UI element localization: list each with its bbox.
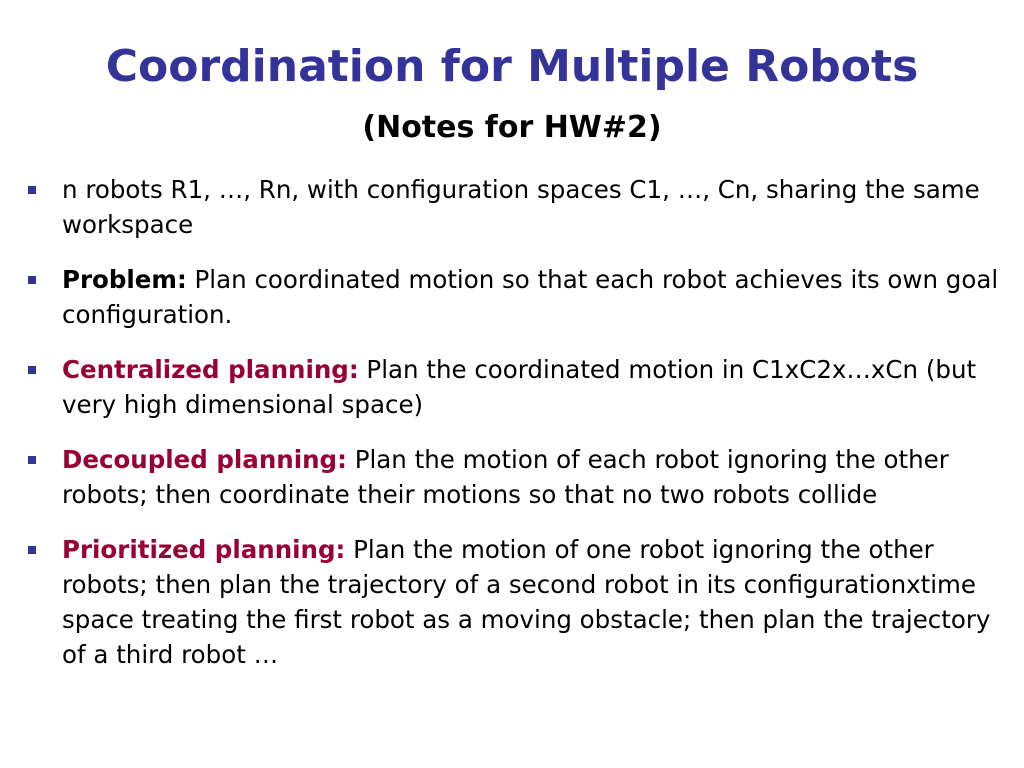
bullet-text: Plan the coordinated motion in C1xC2x…xCn (but very high dimensional space) <box>62 355 977 419</box>
bullet-term: Prioritized planning: <box>62 535 346 564</box>
bullet-list <box>28 172 1008 692</box>
bullet-term: Centralized planning: <box>62 355 359 384</box>
bullet-item-problem <box>28 262 1008 332</box>
slide-title: Coordination for Multiple Robots <box>105 41 919 92</box>
bullet-item-centralized <box>28 352 1008 422</box>
slide-subtitle: (Notes for HW#2) <box>362 110 662 145</box>
bullet-item-robots <box>28 172 1008 242</box>
bullet-term: Decoupled planning: <box>62 445 347 474</box>
bullet-term: Problem: <box>62 265 187 294</box>
bullet-text: Plan the motion of each robot ignoring the other robots; then coordinate their motions so that no two robots collide <box>62 445 949 509</box>
bullet-item-prioritized <box>28 532 1008 672</box>
square-bullet-icon <box>28 186 36 194</box>
bullet-text: Plan the motion of one robot ignoring the other robots; then plan the trajectory of a second robot in its configurationxtime space treating the first robot as a moving obstacle; then plan the trajectory of a third robot … <box>62 535 991 669</box>
square-bullet-icon <box>28 546 36 554</box>
bullet-text: n robots R1, …, Rn, with configuration spaces C1, …, Cn, sharing the same workspace <box>62 175 980 239</box>
bullet-item-decoupled <box>28 442 1008 512</box>
square-bullet-icon <box>28 276 36 284</box>
square-bullet-icon <box>28 366 36 374</box>
bullet-text: Plan coordinated motion so that each robot achieves its own goal configuration. <box>62 265 999 329</box>
square-bullet-icon <box>28 456 36 464</box>
